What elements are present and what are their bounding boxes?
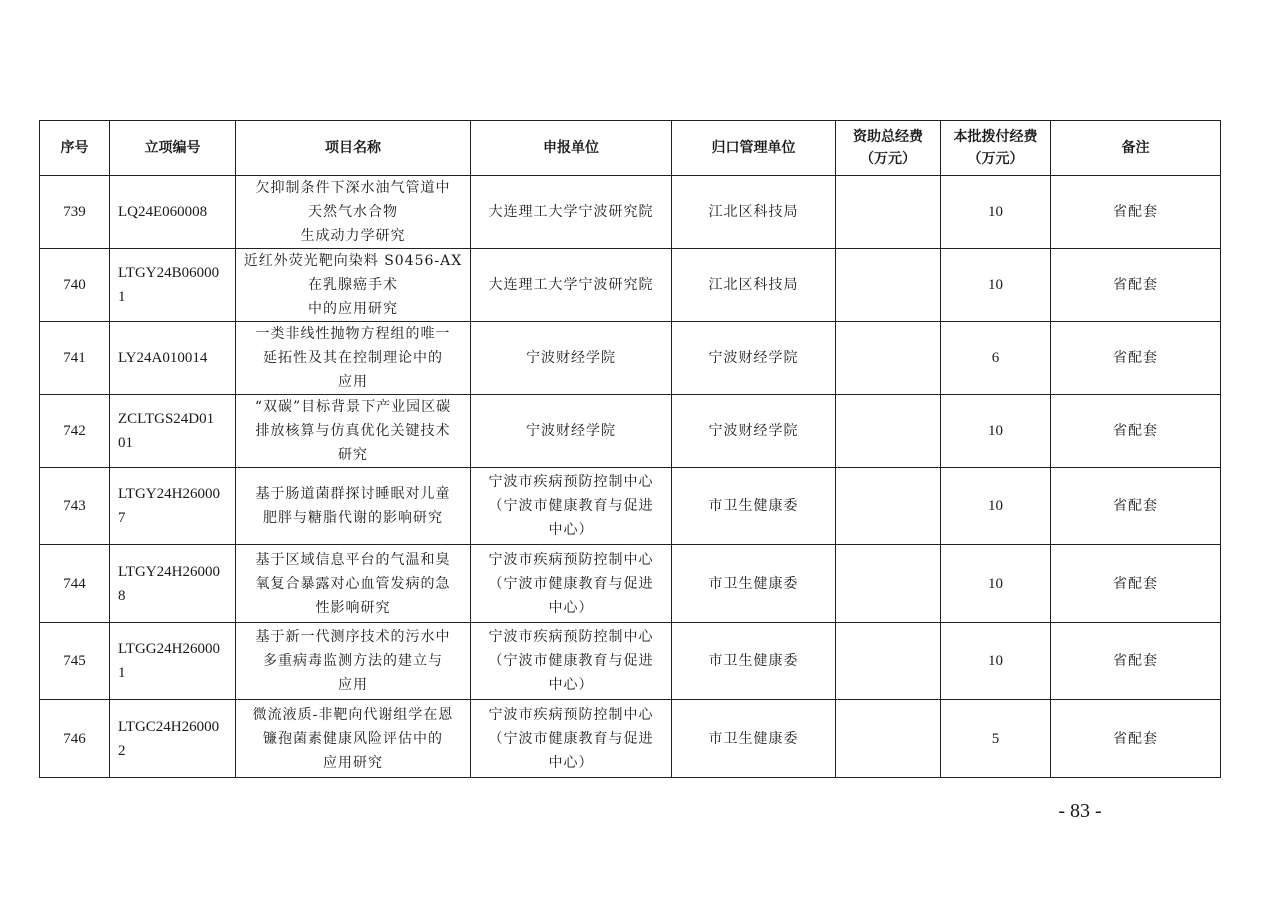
- cell-project-name-line: 多重病毒监测方法的建立与: [263, 653, 443, 669]
- cell-code-line: 1: [118, 665, 126, 681]
- cell-admin-unit: 江北区科技局: [672, 176, 836, 249]
- cell-seq: 745: [40, 623, 110, 700]
- cell-admin-unit: 市卫生健康委: [672, 700, 836, 778]
- cell-seq: 741: [40, 322, 110, 395]
- header-line: 资助总经费: [853, 129, 923, 145]
- table-row: [40, 395, 1221, 468]
- cell-code-line: LTGG24H26000: [118, 641, 220, 657]
- cell-project-name-line: 延拓性及其在控制理论中的: [263, 350, 443, 366]
- cell-code: [110, 700, 236, 778]
- cell-applicant-unit-line: 宁波财经学院: [526, 350, 616, 366]
- cell-project-name-line: 氧复合暴露对心血管发病的急: [255, 575, 451, 592]
- header-unit: [471, 121, 672, 176]
- cell-applicant-unit: [471, 249, 672, 322]
- cell-project-name-line: 应用: [338, 677, 368, 693]
- cell-applicant-unit: [471, 700, 672, 778]
- cell-project-name: [236, 395, 471, 468]
- page-number: - 83 -: [1058, 800, 1102, 822]
- header-note: [1051, 121, 1221, 176]
- cell-applicant-unit-line: 中心）: [548, 754, 594, 771]
- cell-code-line: 7: [118, 510, 126, 526]
- cell-applicant-unit: [471, 623, 672, 700]
- cell-admin-unit: 市卫生健康委: [672, 545, 836, 623]
- cell-project-name: [236, 249, 471, 322]
- table-body: [40, 176, 1221, 778]
- header-name: [236, 121, 471, 176]
- cell-project-name-line: 一类非线性抛物方程组的唯一: [255, 326, 451, 342]
- header-admin: [672, 121, 836, 176]
- cell-project-name-line: 微流液质-非靶向代谢组学在恩: [252, 706, 454, 723]
- cell-applicant-unit: [471, 176, 672, 249]
- cell-project-name-line: 中的应用研究: [308, 301, 398, 317]
- cell-project-name: [236, 545, 471, 623]
- cell-project-name-line: 研究: [338, 447, 368, 463]
- header-line: 备注: [1121, 140, 1150, 156]
- cell-note: 省配套: [1051, 249, 1221, 322]
- header-line: 申报单位: [543, 140, 599, 156]
- table-row: [40, 545, 1221, 623]
- header-line: 立项编号: [144, 140, 201, 156]
- header-batch: [941, 121, 1051, 176]
- cell-applicant-unit-line: 宁波市疾病预防控制中心: [488, 474, 654, 490]
- cell-applicant-unit-line: 宁波财经学院: [526, 423, 616, 439]
- table-row: [40, 249, 1221, 322]
- cell-code: [110, 623, 236, 700]
- cell-total-funding: [836, 468, 941, 545]
- table-row: [40, 176, 1221, 249]
- cell-code-line: 1: [118, 289, 126, 305]
- cell-code-line: LTGC24H26000: [118, 718, 220, 735]
- cell-applicant-unit-line: 宁波市疾病预防控制中心: [488, 706, 654, 723]
- cell-seq: 742: [40, 395, 110, 468]
- cell-code-line: 2: [118, 742, 126, 759]
- cell-seq: 743: [40, 468, 110, 545]
- cell-batch-funding: 10: [941, 176, 1051, 249]
- cell-code-line: LTGY24H26000: [118, 563, 220, 580]
- cell-applicant-unit-line: （宁波市健康教育与促进: [488, 730, 654, 747]
- header-line: 归口管理单位: [711, 140, 796, 156]
- header-seq: [40, 121, 110, 176]
- cell-project-name: [236, 176, 471, 249]
- header-line: （万元）: [967, 151, 1024, 167]
- cell-applicant-unit-line: （宁波市健康教育与促进: [488, 653, 654, 669]
- header-line: （万元）: [860, 151, 916, 167]
- cell-applicant-unit-line: （宁波市健康教育与促进: [488, 498, 654, 514]
- cell-project-name-line: 基于新一代测序技术的污水中: [255, 629, 451, 645]
- cell-note: 省配套: [1051, 395, 1221, 468]
- cell-applicant-unit-line: 大连理工大学宁波研究院: [488, 277, 654, 293]
- cell-admin-unit: 市卫生健康委: [672, 468, 836, 545]
- cell-applicant-unit: [471, 395, 672, 468]
- cell-total-funding: [836, 395, 941, 468]
- funding-table: [39, 120, 1221, 778]
- cell-seq: 739: [40, 176, 110, 249]
- cell-project-name-line: 欠抑制条件下深水油气管道中: [255, 180, 451, 196]
- cell-project-name-line: 应用: [338, 374, 368, 390]
- cell-batch-funding: 10: [941, 249, 1051, 322]
- cell-project-name: [236, 623, 471, 700]
- header-total: [836, 121, 941, 176]
- cell-note: 省配套: [1051, 322, 1221, 395]
- cell-project-name-line: 应用研究: [323, 754, 383, 771]
- cell-code-line: LQ24E060008: [118, 204, 208, 220]
- cell-code: [110, 468, 236, 545]
- cell-batch-funding: 10: [941, 395, 1051, 468]
- header-line: 本批拨付经费: [953, 129, 1038, 145]
- cell-seq: 740: [40, 249, 110, 322]
- cell-applicant-unit-line: 宁波市疾病预防控制中心: [488, 551, 654, 568]
- cell-applicant-unit: [471, 545, 672, 623]
- cell-project-name: [236, 322, 471, 395]
- cell-project-name-line: 基于肠道菌群探讨睡眠对儿童: [255, 486, 451, 502]
- cell-admin-unit: 江北区科技局: [672, 249, 836, 322]
- cell-project-name-line: 生成动力学研究: [300, 228, 406, 244]
- cell-project-name-line: 在乳腺癌手术: [308, 277, 398, 293]
- cell-code: [110, 322, 236, 395]
- header-code: [110, 121, 236, 176]
- cell-code-line: 01: [118, 435, 133, 451]
- cell-total-funding: [836, 545, 941, 623]
- cell-code-line: LY24A010014: [118, 350, 208, 366]
- cell-code: [110, 249, 236, 322]
- cell-code: [110, 545, 236, 623]
- cell-applicant-unit-line: 中心）: [548, 522, 594, 538]
- header-line: 序号: [60, 140, 89, 156]
- table-row: [40, 468, 1221, 545]
- cell-seq: 746: [40, 700, 110, 778]
- table-row: [40, 623, 1221, 700]
- table-row: [40, 322, 1221, 395]
- cell-batch-funding: 10: [941, 623, 1051, 700]
- cell-code-line: LTGY24H26000: [118, 486, 220, 502]
- cell-total-funding: [836, 700, 941, 778]
- cell-total-funding: [836, 322, 941, 395]
- cell-batch-funding: 10: [941, 468, 1051, 545]
- cell-note: 省配套: [1051, 623, 1221, 700]
- cell-batch-funding: 5: [941, 700, 1051, 778]
- cell-note: 省配套: [1051, 176, 1221, 249]
- header-line: 项目名称: [325, 140, 381, 156]
- cell-project-name-line: 排放核算与仿真优化关键技术: [255, 423, 451, 439]
- cell-applicant-unit-line: 中心）: [548, 677, 594, 693]
- cell-applicant-unit-line: 中心）: [548, 599, 594, 616]
- cell-applicant-unit-line: 大连理工大学宁波研究院: [488, 204, 654, 220]
- cell-note: 省配套: [1051, 545, 1221, 623]
- cell-project-name-line: 基于区域信息平台的气温和臭: [255, 551, 451, 568]
- cell-total-funding: [836, 249, 941, 322]
- cell-project-name: [236, 700, 471, 778]
- cell-applicant-unit-line: 宁波市疾病预防控制中心: [488, 629, 654, 645]
- cell-seq: 744: [40, 545, 110, 623]
- cell-total-funding: [836, 176, 941, 249]
- cell-project-name-line: 性影响研究: [315, 599, 391, 616]
- cell-code-line: ZCLTGS24D01: [118, 411, 215, 427]
- cell-code: [110, 395, 236, 468]
- cell-project-name-line: 近红外荧光靶向染料 S0456-AX: [243, 253, 463, 269]
- cell-code-line: 8: [118, 587, 126, 604]
- cell-admin-unit: 市卫生健康委: [672, 623, 836, 700]
- cell-project-name-line: 肥胖与糖脂代谢的影响研究: [263, 510, 443, 526]
- cell-note: 省配套: [1051, 700, 1221, 778]
- cell-project-name: [236, 468, 471, 545]
- cell-batch-funding: 6: [941, 322, 1051, 395]
- cell-project-name-line: “双碳”目标背景下产业园区碳: [254, 399, 452, 415]
- table-header-row: [40, 121, 1221, 176]
- cell-admin-unit: 宁波财经学院: [672, 322, 836, 395]
- cell-total-funding: [836, 623, 941, 700]
- cell-applicant-unit: [471, 468, 672, 545]
- cell-admin-unit: 宁波财经学院: [672, 395, 836, 468]
- cell-applicant-unit-line: （宁波市健康教育与促进: [488, 575, 654, 592]
- table-row: [40, 700, 1221, 778]
- cell-note: 省配套: [1051, 468, 1221, 545]
- cell-project-name-line: 天然气水合物: [308, 204, 398, 220]
- cell-code: [110, 176, 236, 249]
- cell-code-line: LTGY24B06000: [118, 265, 220, 281]
- cell-applicant-unit: [471, 322, 672, 395]
- cell-batch-funding: 10: [941, 545, 1051, 623]
- cell-project-name-line: 镰孢菌素健康风险评估中的: [263, 730, 443, 747]
